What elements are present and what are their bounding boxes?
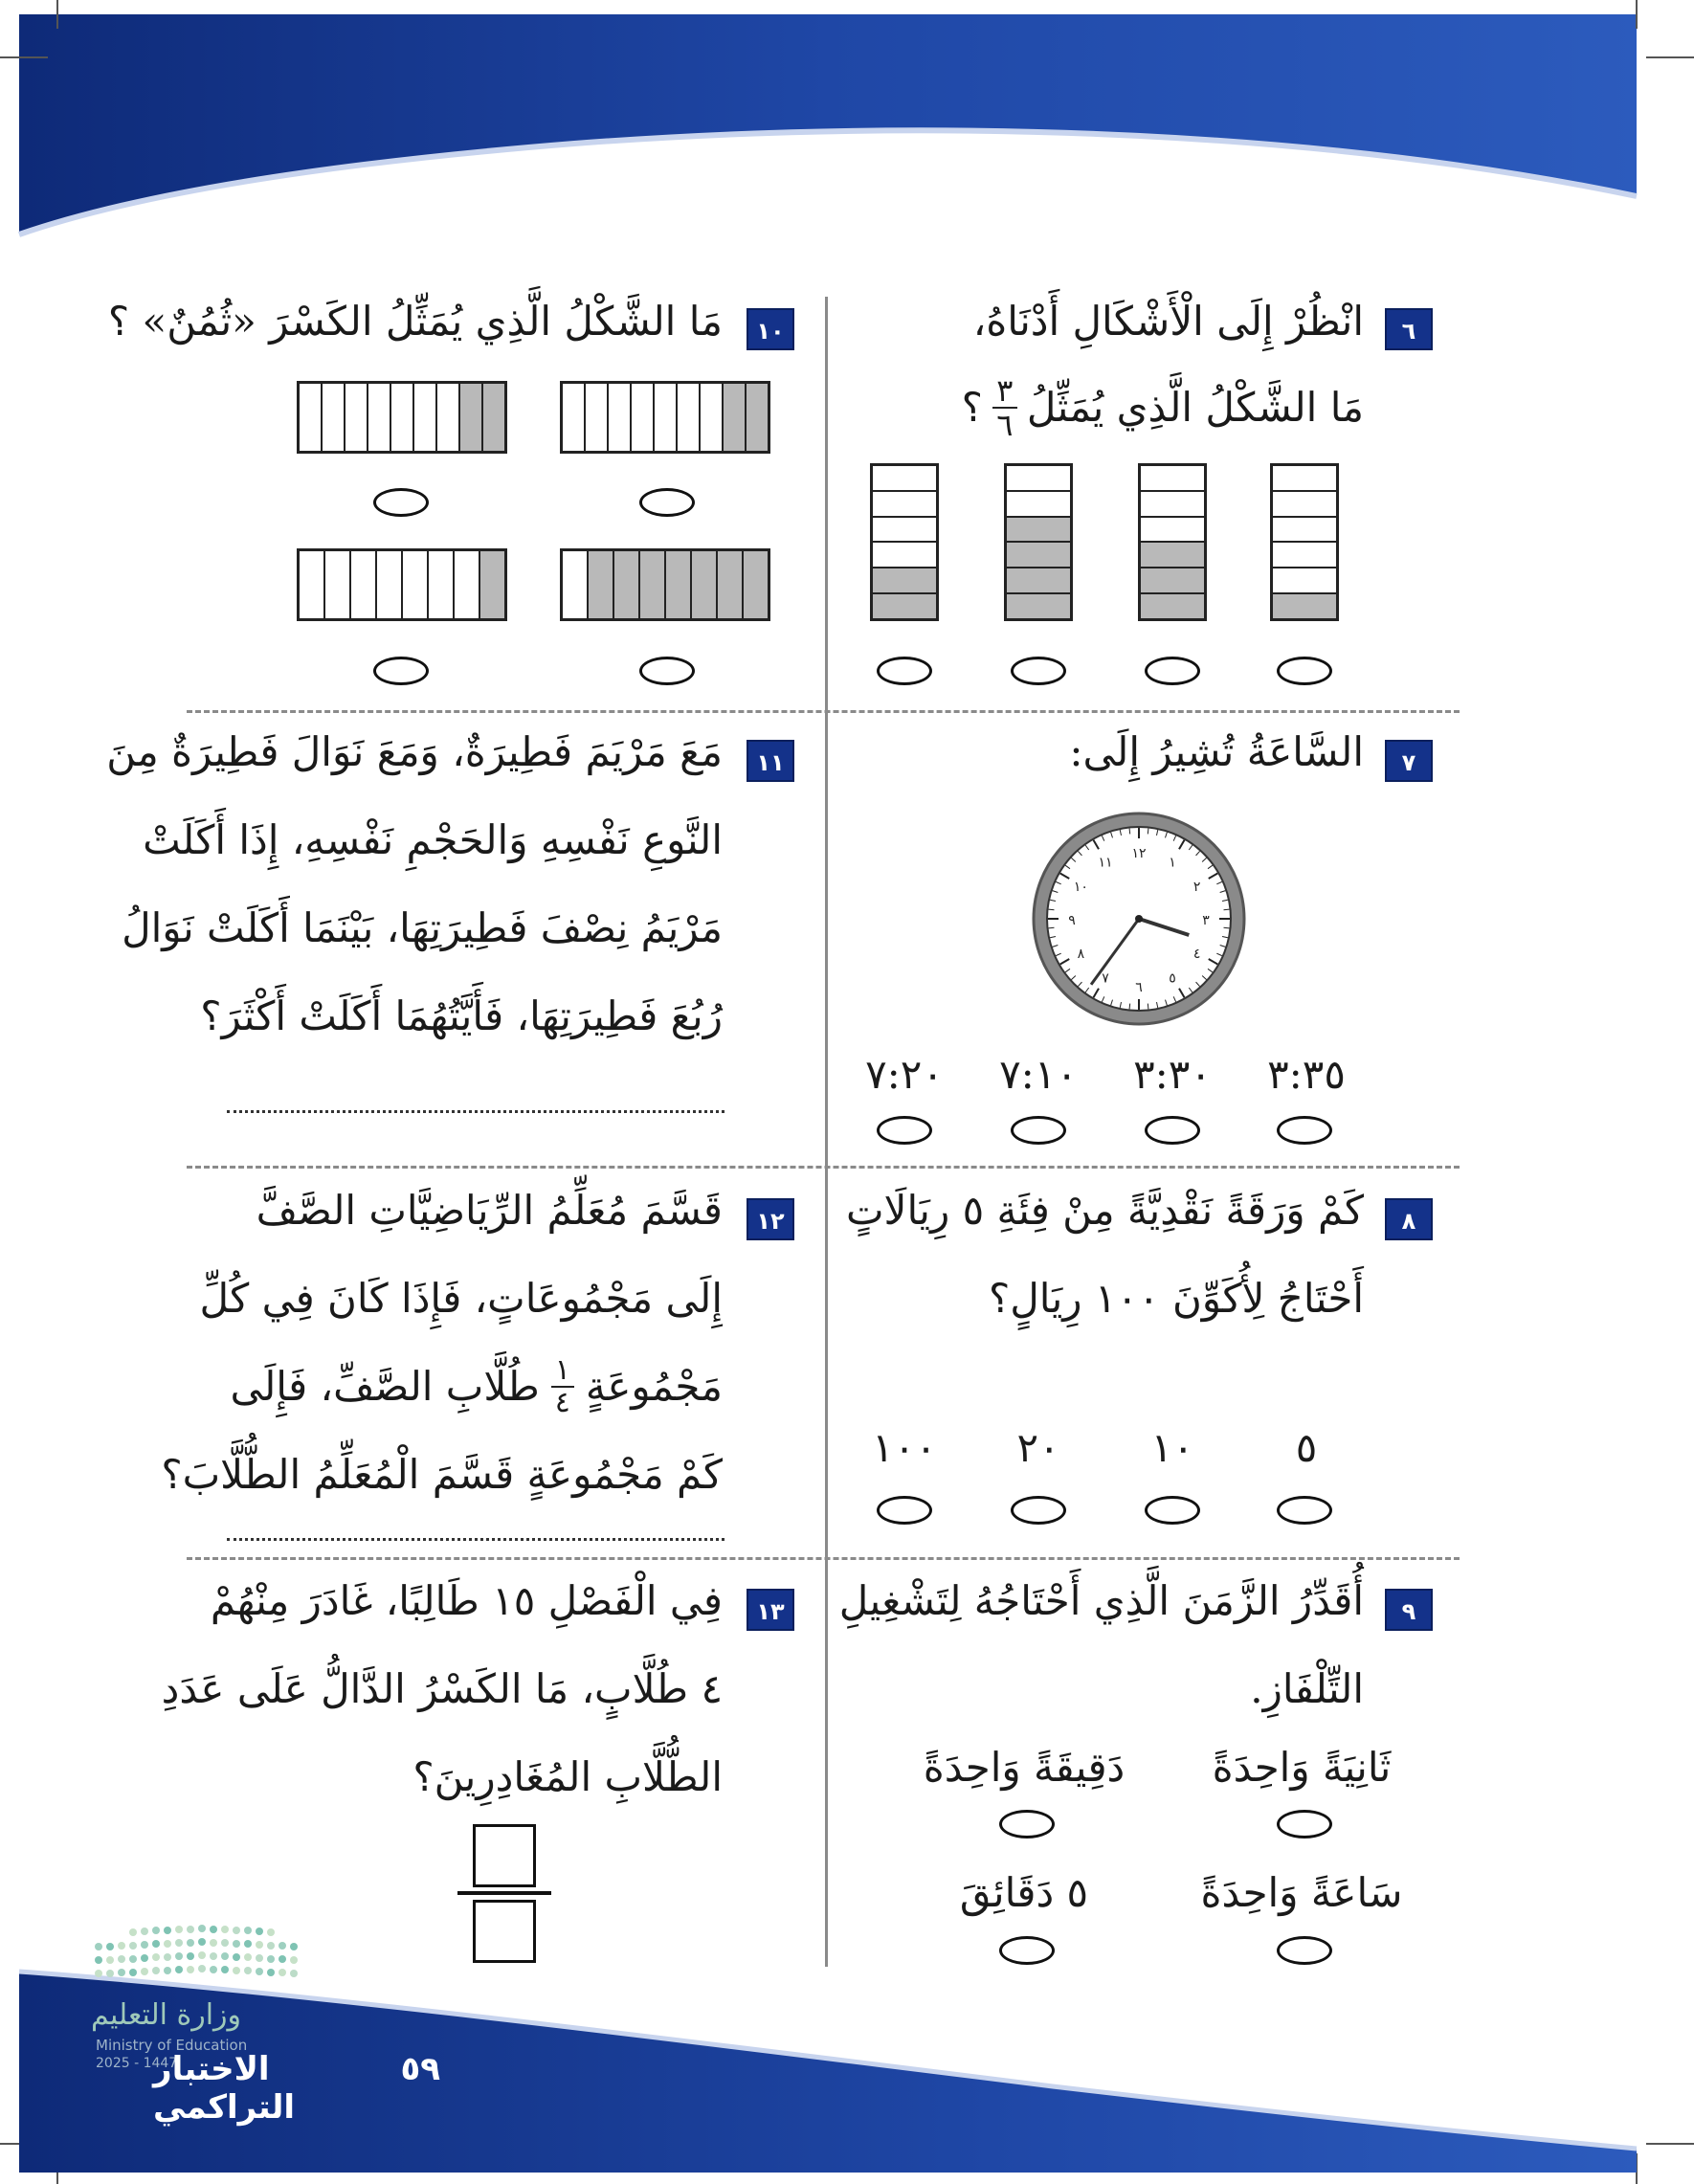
logo-dot bbox=[279, 1942, 286, 1950]
q8-option-label: ٢٠ bbox=[1016, 1424, 1060, 1471]
question-number-9: ٩ bbox=[1385, 1589, 1433, 1631]
logo-dot bbox=[221, 1926, 229, 1933]
q7-option-oval[interactable] bbox=[877, 1116, 932, 1145]
logo-dot bbox=[244, 1967, 252, 1974]
logo-dot bbox=[187, 1926, 194, 1933]
q7-option-oval[interactable] bbox=[1145, 1116, 1200, 1145]
logo-dot bbox=[141, 1941, 148, 1949]
logo-dot bbox=[290, 1943, 298, 1950]
clock-tick bbox=[1129, 1004, 1130, 1010]
logo-dot bbox=[95, 1943, 102, 1950]
q12-answer-line[interactable] bbox=[227, 1538, 724, 1541]
q10-option-oval[interactable] bbox=[639, 657, 695, 685]
question-number-12: ١٢ bbox=[747, 1198, 794, 1240]
clock-tick bbox=[1049, 927, 1055, 928]
q7-option-oval[interactable] bbox=[1277, 1116, 1332, 1145]
q13-numerator-box[interactable] bbox=[473, 1824, 536, 1887]
q8-option-label: ١٠٠ bbox=[872, 1424, 937, 1471]
logo-dot bbox=[233, 1967, 240, 1974]
logo-dot bbox=[210, 1952, 217, 1960]
q9-line1: أُقَدِّرُ الزَّمَنَ الَّذِي أَحْتَاجُهُ لِتَشْغِيلِ bbox=[838, 1577, 1364, 1624]
logo-dot bbox=[164, 1953, 171, 1961]
clock-number: ١ bbox=[1169, 855, 1176, 871]
question-number-7: ٧ bbox=[1385, 740, 1433, 782]
q7-option-label: ٣:٣٥ bbox=[1267, 1051, 1346, 1098]
logo-dot bbox=[210, 1939, 217, 1947]
logo-dot bbox=[198, 1925, 206, 1932]
q6-option-oval[interactable] bbox=[1145, 657, 1200, 685]
logo-dot bbox=[152, 1953, 160, 1961]
logo-dot bbox=[141, 1954, 148, 1962]
q9-option-oval[interactable] bbox=[999, 1810, 1055, 1839]
clock-number: ٣ bbox=[1202, 913, 1210, 928]
logo-dot bbox=[221, 1939, 229, 1947]
q13-line3: الطُّلَّابِ المُغَادِرِينَ؟ bbox=[412, 1753, 723, 1800]
clock-number: ٦ bbox=[1135, 980, 1143, 995]
footer-title: الاختبار التراكمي bbox=[153, 2050, 296, 2127]
clock-number: ٩ bbox=[1068, 913, 1076, 928]
q12-line3a: مَجْمُوعَةٍ bbox=[585, 1363, 723, 1410]
clock-number: ٨ bbox=[1077, 947, 1085, 962]
logo-dot bbox=[244, 1927, 252, 1934]
logo-dot bbox=[279, 1969, 286, 1976]
q6-shape-c bbox=[1138, 463, 1207, 621]
q7-option-label: ٣:٣٠ bbox=[1133, 1051, 1212, 1098]
logo-dot bbox=[187, 1966, 194, 1973]
logo-dot bbox=[256, 1941, 263, 1949]
clock-number: ١٢ bbox=[1131, 846, 1147, 861]
logo-dot bbox=[129, 1942, 137, 1950]
logo-dot bbox=[233, 1940, 240, 1948]
q6-option-oval[interactable] bbox=[877, 657, 932, 685]
q8-option-oval[interactable] bbox=[1011, 1496, 1066, 1525]
logo-dot bbox=[221, 1952, 229, 1960]
q10-text: مَا الشَّكْلُ الَّذِي يُمَثِّلُ الكَسْرَ «ثُمُنٌ» ؟ bbox=[107, 298, 723, 345]
logo-dot bbox=[210, 1926, 217, 1933]
logo-dot bbox=[106, 1970, 114, 1977]
logo-dot bbox=[290, 1956, 298, 1964]
q11-line4: رُبُعَ فَطِيرَتِهَا، فَأَيَّتُهُمَا أَكَلَتْ أَكْثَرَ؟ bbox=[200, 992, 723, 1039]
q13-line2: ٤ طُلَّابٍ، مَا الكَسْرُ الدَّالُّ عَلَى عَدَدِ bbox=[161, 1665, 723, 1712]
q9-option-label: ثَانِيَةً وَاحِدَةً bbox=[1212, 1744, 1392, 1791]
logo-dot bbox=[175, 1939, 183, 1947]
logo-dot bbox=[187, 1939, 194, 1947]
q6-fraction bbox=[992, 374, 1017, 441]
ministry-name-ar: وزارة التعليم bbox=[91, 1998, 242, 2032]
q6-shape-d bbox=[1270, 463, 1339, 621]
q12-line4: كَمْ مَجْمُوعَةٍ قَسَّمَ الْمُعَلِّمُ الطُّلَّابَ؟ bbox=[161, 1451, 723, 1498]
logo-dot bbox=[164, 1940, 171, 1948]
logo-dot bbox=[118, 1969, 125, 1976]
q6-shape-a bbox=[870, 463, 939, 621]
clock-tick bbox=[1049, 909, 1055, 910]
logo-dot bbox=[256, 1954, 263, 1962]
logo-dot bbox=[233, 1927, 240, 1934]
logo-dot bbox=[290, 1970, 298, 1977]
clock-tick bbox=[1224, 909, 1230, 910]
q12-line2: إِلَى مَجْمُوعَاتٍ، فَإِذَا كَانَ فِي كُلِّ bbox=[199, 1275, 723, 1322]
logo-dot bbox=[175, 1952, 183, 1960]
q11-line1: مَعَ مَرْيَمَ فَطِيرَةٌ، وَمَعَ نَوَالَ فَطِيرَةٌ مِنَ bbox=[106, 728, 723, 775]
logo-dot bbox=[267, 1969, 275, 1976]
q7-option-label: ٧:١٠ bbox=[999, 1051, 1078, 1098]
q13-fraction-bar bbox=[457, 1891, 551, 1895]
q10-shape-a bbox=[560, 381, 770, 454]
q12-fraction bbox=[551, 1355, 574, 1418]
logo-dot bbox=[164, 1967, 171, 1974]
q8-option-oval[interactable] bbox=[877, 1496, 932, 1525]
logo-dot bbox=[267, 1955, 275, 1963]
q7-clock bbox=[1029, 809, 1249, 1029]
ministry-year: 2025 - 1447 bbox=[96, 2056, 178, 2071]
q13-line1: فِي الْفَصْلِ ١٥ طَالِبًا، غَادَرَ مِنْهُمْ bbox=[210, 1577, 723, 1624]
q9-option-label: ٥ دَقَائِقَ bbox=[959, 1869, 1089, 1916]
logo-dot bbox=[187, 1952, 194, 1960]
q7-option-label: ٧:٢٠ bbox=[865, 1051, 944, 1098]
q8-option-oval[interactable] bbox=[1145, 1496, 1200, 1525]
logo-dot bbox=[95, 1970, 102, 1977]
clock-tick bbox=[1224, 927, 1230, 928]
q10-option-oval[interactable] bbox=[373, 657, 429, 685]
logo-dot bbox=[118, 1942, 125, 1950]
q12-line1: قَسَّمَ مُعَلِّمُ الرِّيَاضِيَّاتِ الصَّفَّ bbox=[256, 1187, 723, 1234]
logo-dot bbox=[256, 1968, 263, 1975]
clock-number: ٢ bbox=[1192, 880, 1201, 895]
q6-line1: انْظُرْ إِلَى الْأَشْكَالِ أَدْنَاهُ، bbox=[972, 298, 1364, 345]
logo-dot bbox=[175, 1966, 183, 1973]
logo-dot bbox=[106, 1943, 114, 1950]
q6-qmark: ؟ bbox=[961, 384, 983, 431]
logo-dot bbox=[129, 1969, 137, 1976]
q10-option-oval[interactable] bbox=[639, 488, 695, 517]
q8-line1: كَمْ وَرَقَةً نَقْدِيَّةً مِنْ فِئَةِ ٥ رِيَالَاتٍ bbox=[846, 1187, 1364, 1234]
logo-dot bbox=[198, 1965, 206, 1972]
logo-dot bbox=[118, 1955, 125, 1963]
q11-line3: مَرْيَمُ نِصْفَ فَطِيرَتِهَا، بَيْنَمَا أَكَلَتْ نَوَالُ bbox=[122, 904, 723, 951]
q12-line3 bbox=[33, 1343, 723, 1431]
clock-number: ٤ bbox=[1192, 947, 1201, 962]
question-number-10: ١٠ bbox=[747, 308, 794, 350]
logo-dot bbox=[233, 1953, 240, 1961]
q9-line2: التِّلْفَازِ. bbox=[1250, 1665, 1364, 1712]
ministry-logo-icon bbox=[91, 1919, 306, 1986]
clock-number: ٥ bbox=[1169, 970, 1176, 987]
q6-option-oval[interactable] bbox=[1011, 657, 1066, 685]
clock-number: ٧ bbox=[1102, 970, 1109, 987]
q6-line2-text: مَا الشَّكْلُ الَّذِي يُمَثِّلُ bbox=[1026, 384, 1364, 431]
logo-dot bbox=[164, 1927, 171, 1934]
logo-dot bbox=[198, 1951, 206, 1959]
logo-dot bbox=[152, 1940, 160, 1948]
question-number-13: ١٣ bbox=[747, 1589, 794, 1631]
q12-fraction-num: ١ bbox=[554, 1353, 570, 1387]
logo-dot bbox=[152, 1927, 160, 1934]
footer-page-number: ٥٩ bbox=[400, 2050, 440, 2088]
q10-shape-d bbox=[297, 548, 507, 621]
logo-dot bbox=[267, 1942, 275, 1950]
logo-dot bbox=[256, 1928, 263, 1935]
clock-tick bbox=[1129, 829, 1130, 835]
q6-fraction-num: ٣ bbox=[996, 372, 1014, 409]
question-number-8: ٨ bbox=[1385, 1198, 1433, 1240]
logo-dot bbox=[129, 1928, 137, 1936]
clock-center bbox=[1135, 915, 1143, 923]
logo-dot bbox=[175, 1926, 183, 1933]
logo-dot bbox=[210, 1966, 217, 1973]
logo-dot bbox=[129, 1955, 137, 1963]
clock-number: ١١ bbox=[1098, 855, 1113, 871]
logo-dot bbox=[95, 1956, 102, 1964]
q11-line2: النَّوعِ نَفْسِهِ وَالحَجْمِ نَفْسِهِ، إِذَا أَكَلَتْ bbox=[143, 816, 723, 863]
footer-label bbox=[153, 2050, 440, 2127]
q8-line2: أَحْتَاجُ لِأُكَوِّنَ ١٠٠ رِيَالٍ؟ bbox=[988, 1275, 1364, 1322]
q6-option-oval[interactable] bbox=[1277, 657, 1332, 685]
logo-dot bbox=[106, 1956, 114, 1964]
clock-number: ١٠ bbox=[1073, 880, 1088, 895]
logo-dot bbox=[267, 1928, 275, 1936]
q9-option-oval[interactable] bbox=[1277, 1810, 1332, 1839]
q8-option-label: ١٠ bbox=[1150, 1424, 1194, 1471]
q8-option-label: ٥ bbox=[1295, 1424, 1318, 1471]
q7-text: السَّاعَةُ تُشِيرُ إِلَى: bbox=[1069, 728, 1364, 775]
q8-option-oval[interactable] bbox=[1277, 1496, 1332, 1525]
q12-fraction-den: ٤ bbox=[551, 1386, 574, 1418]
q11-answer-line[interactable] bbox=[227, 1110, 724, 1113]
q12-line3b: طُلَّابِ الصَّفِّ، فَإِلَى bbox=[230, 1363, 540, 1410]
question-number-11: ١١ bbox=[747, 740, 794, 782]
question-number-6: ٦ bbox=[1385, 308, 1433, 350]
q6-shape-b bbox=[1004, 463, 1073, 621]
q7-option-oval[interactable] bbox=[1011, 1116, 1066, 1145]
logo-dot bbox=[141, 1928, 148, 1935]
logo-dot bbox=[198, 1938, 206, 1946]
logo-dot bbox=[244, 1953, 252, 1961]
logo-dot bbox=[244, 1940, 252, 1948]
ministry-name-en: Ministry of Education bbox=[96, 2037, 248, 2054]
logo-dot bbox=[152, 1967, 160, 1974]
q6-fraction-den: ٦ bbox=[992, 407, 1017, 441]
q10-option-oval[interactable] bbox=[373, 488, 429, 517]
q10-shape-c bbox=[560, 548, 770, 621]
logo-dot bbox=[221, 1966, 229, 1973]
q9-option-label: دَقِيقَةً وَاحِدَةً bbox=[923, 1744, 1126, 1791]
logo-dot bbox=[279, 1955, 286, 1963]
q10-shape-b bbox=[297, 381, 507, 454]
q9-option-label: سَاعَةً وَاحِدَةً bbox=[1200, 1869, 1403, 1916]
logo-dot bbox=[141, 1968, 148, 1975]
